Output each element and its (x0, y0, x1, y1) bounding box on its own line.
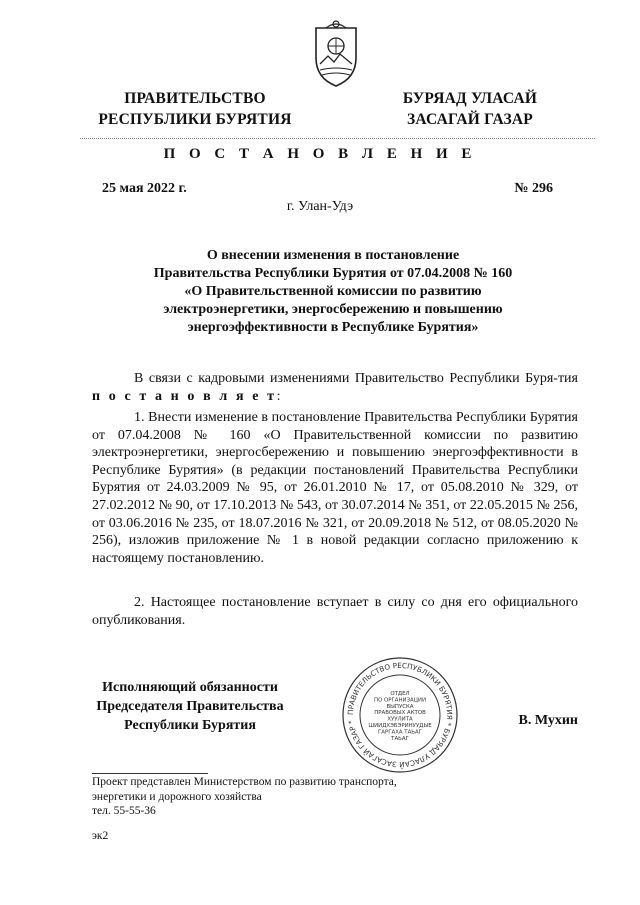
svg-text:ГАРГАХА ТАЬАГ: ГАРГАХА ТАЬАГ (378, 729, 422, 736)
svg-text:ПРАВИТЕЛЬСТВО РЕСПУБЛИКИ БУРЯТ: ПРАВИТЕЛЬСТВО РЕСПУБЛИКИ БУРЯТИЯ * БУРЯАД УЛАСАЙ ЗАСАГАЙ ГАЗАР * (345, 660, 455, 770)
item-2-paragraph: 2. Настоящее постановление вступает в силу со дня его официального опубликования. (92, 595, 578, 628)
svg-text:ВЫПУСКА: ВЫПУСКА (386, 703, 414, 710)
decree-keyword: п о с т а н о в л я е т (92, 388, 277, 404)
footnote-divider (92, 773, 208, 774)
svg-text:ПО ОРГАНИЗАЦИИ: ПО ОРГАНИЗАЦИИ (374, 697, 426, 704)
item-1-paragraph: 1. Внести изменение в постановление Правительства Республики Бурятия от 07.04.2008 № 160 «О Правительственной комиссии по развитию электроэнергетики, энергосбережению и повышению энергоэффективности в Республике Бурятия» (в редакции постановлений Правительства Республики Бурятия от 24.03.2009 № 95, от 26.01.2010 № 17, от 05.08.2010 № 329, от 27.02.2012 № 90, от 17.10.2013 № 543, от 30.07.2014 № 351, от 22.05.2015 № 256, от 03.06.2016 № 235, от 18.07.2016 № 321, от 20.09.2018 № 512, от 08.05.2020 № 256), изложив приложение № 1 в новой редакции согласно приложению к настоящему постановлению. (92, 410, 578, 566)
government-name-russian: ПРАВИТЕЛЬСТВО РЕСПУБЛИКИ БУРЯТИЯ (98, 90, 292, 128)
document-title: О внесении изменения в постановление Правительства Республики Бурятия от 07.04.2008 № 160 «О Правительственной комиссии по развитию электроэнергетики, энергосбережению и повышению энергоэффективности в Республике Бурятия» (153, 248, 513, 335)
svg-text:ТАЬАГ: ТАЬАГ (391, 735, 409, 742)
svg-text:ПРАВОВЫХ АКТОВ: ПРАВОВЫХ АКТОВ (374, 710, 426, 717)
official-stamp (340, 655, 460, 775)
header-divider (80, 138, 595, 139)
document-code: эк2 (92, 830, 109, 842)
svg-text:ХУУЛИТА: ХУУЛИТА (387, 716, 413, 723)
signatory-name: В. Мухин (518, 713, 578, 728)
document-date: 25 мая 2022 г. (102, 181, 187, 196)
signatory-position: Исполняющий обязанности Председателя Правительства Республики Бурятия (96, 680, 284, 733)
preamble-paragraph: В связи с кадровыми изменениями Правительство Республики Буря-тия п о с т а н о в л я е т: (92, 371, 578, 404)
coat-of-arms-emblem (308, 18, 364, 90)
document-number: № 296 (514, 181, 553, 196)
document-city: г. Улан-Удэ (286, 199, 354, 214)
project-note: Проект представлен Министерством по развитию транспорта, энергетики и дорожного хозяйства тел. 55-55-36 (92, 776, 397, 817)
svg-text:ШИИДХЭБЭРИНУУДЫЕ: ШИИДХЭБЭРИНУУДЫЕ (368, 723, 432, 729)
government-name-buryat: БУРЯАД УЛАСАЙ ЗАСАГАЙ ГАЗАР (402, 90, 538, 128)
document-type: П О С Т А Н О В Л Е Н И Е (163, 146, 477, 162)
svg-text:ОТДЕЛ: ОТДЕЛ (390, 691, 410, 697)
